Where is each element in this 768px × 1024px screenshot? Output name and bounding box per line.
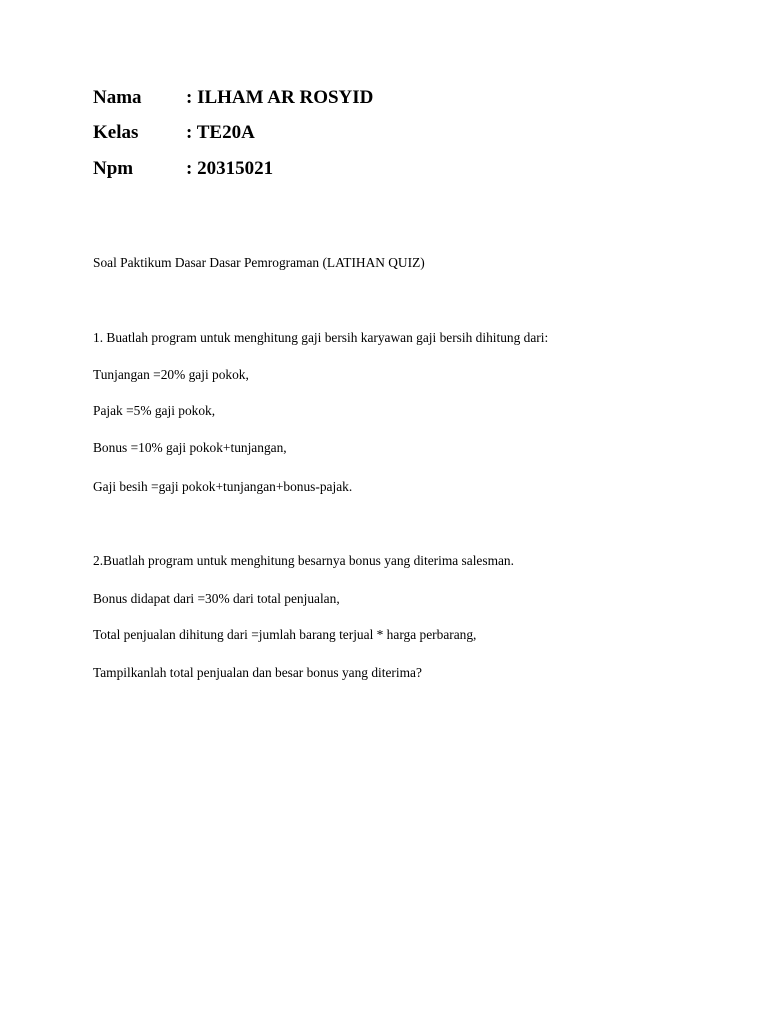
name-value: : ILHAM AR ROSYID [186,87,374,108]
question-2-line: Tampilkanlah total penjualan dan besar bonus yang diterima? [93,665,422,680]
class-label: Kelas [93,122,139,143]
question-2-line: Total penjualan dihitung dari =jumlah barang terjual * harga perbarang, [93,627,477,642]
question-1-intro: 1. Buatlah program untuk menghitung gaji bersih karyawan gaji bersih dihitung dari: [93,330,549,345]
question-2-intro: 2.Buatlah program untuk menghitung besarnya bonus yang diterima salesman. [93,553,514,568]
question-1-line: Tunjangan =20% gaji pokok, [93,367,249,382]
npm-label: Npm [93,158,134,179]
question-1-line: Pajak =5% gaji pokok, [93,403,216,418]
npm-value: : 20315021 [186,158,274,179]
question-2-line: Bonus didapat dari =30% dari total penjualan, [93,591,340,606]
quiz-heading: Soal Paktikum Dasar Dasar Pemrograman (LATIHAN QUIZ) [93,255,425,270]
question-1-line: Bonus =10% gaji pokok+tunjangan, [93,440,287,455]
class-value: : TE20A [186,122,255,143]
question-1-line: Gaji besih =gaji pokok+tunjangan+bonus-pajak. [93,479,353,494]
name-label: Nama [93,87,142,108]
